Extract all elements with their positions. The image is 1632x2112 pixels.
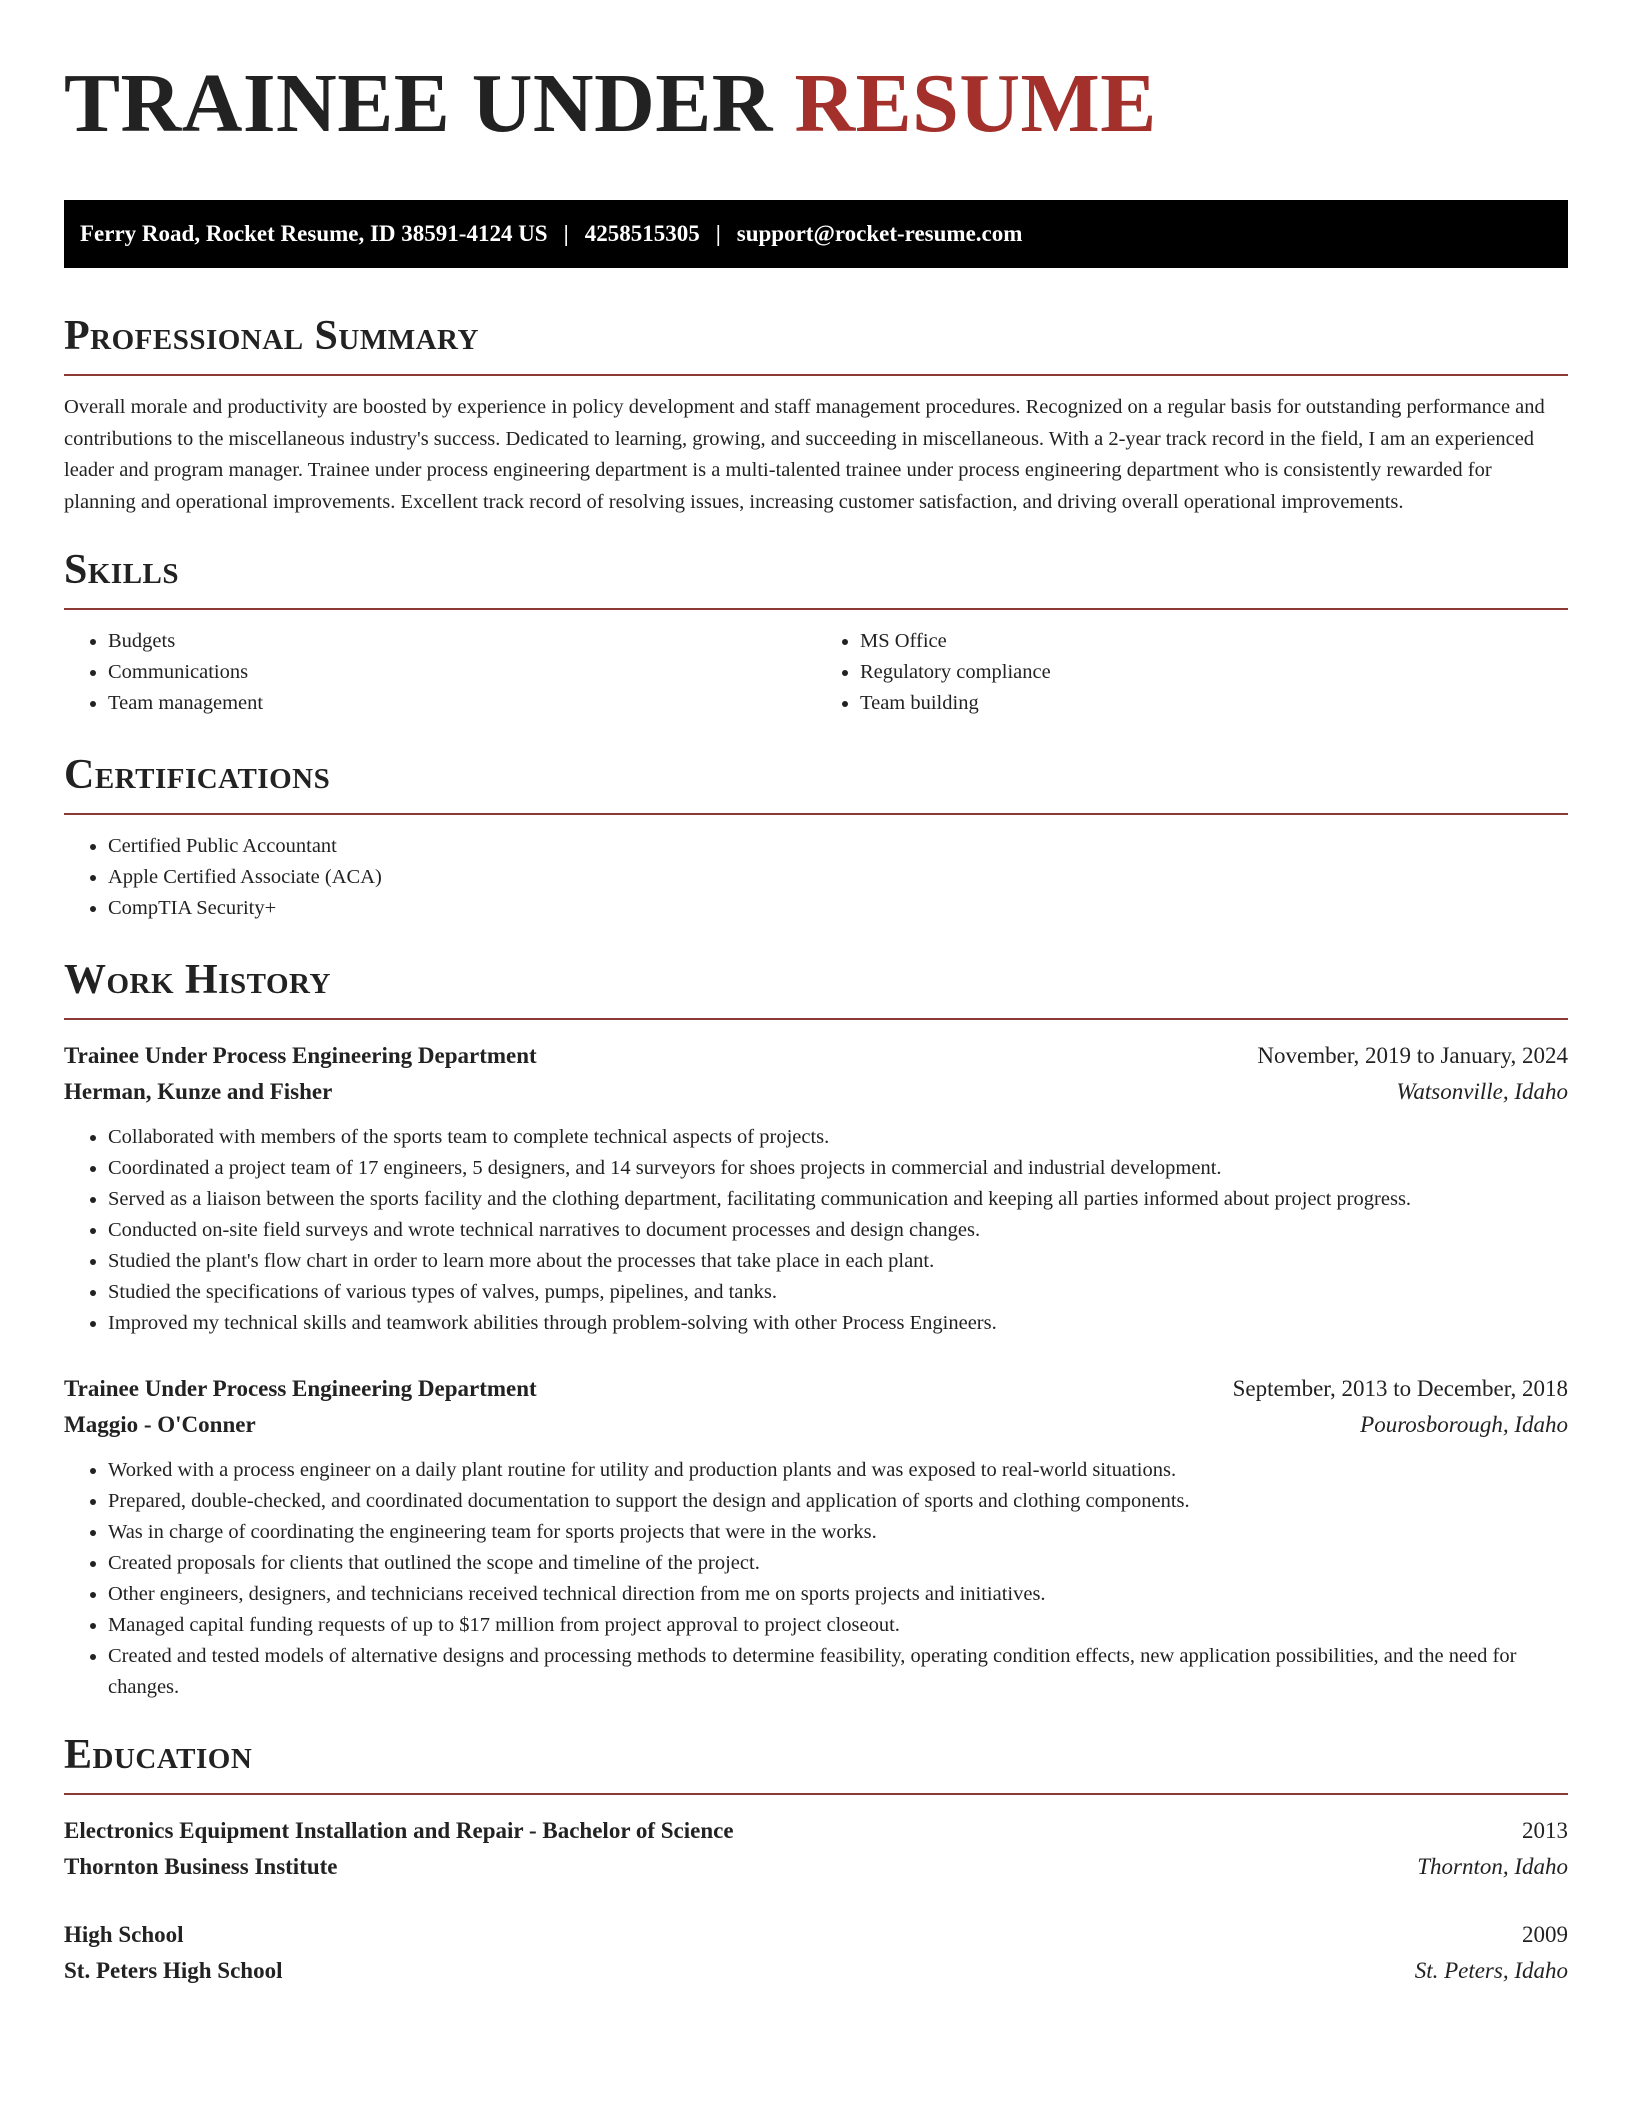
skill-item: • Team management (108, 688, 816, 719)
summary-text: Overall morale and productivity are boosted by experience in policy development and staff management procedures. Recognized on a regular basis for outstanding performance and contributions to the miscellaneous industry's success. Dedicated to learning, growing, and succeeding in miscellaneous. With a 2-year track record in the field, I am an experienced leader and program manager. Trainee under process engineering department is a multi-talented trainee under process engineering department who is consistently rewarded for planning and operational improvements. Excellent track record of resolving issues, increasing customer satisfaction, and driving overall operational improvements. (64, 396, 1545, 513)
job-title: Trainee Under Process Engineering Department (64, 1376, 537, 1401)
education-school-row (64, 1953, 1568, 1989)
education-degree-row (64, 1917, 1568, 1953)
job-bullet: • Created proposals for clients that outlined the scope and timeline of the project. (108, 1548, 1568, 1579)
contact-separator: | (563, 221, 569, 246)
job-company: Herman, Kunze and Fisher (64, 1079, 333, 1104)
skills-list-right (816, 626, 1568, 719)
certification-item: • Certified Public Accountant (108, 831, 1568, 862)
job-bullet: • Prepared, double-checked, and coordinated documentation to support the design and application of sports and clothing components. (108, 1486, 1568, 1517)
job-location: Watsonville, Idaho (1396, 1079, 1568, 1104)
contact-email[interactable]: support@rocket-resume.com (736, 221, 1023, 246)
job-entry (64, 1038, 1568, 1339)
education-degree: Electronics Equipment Installation and Repair - Bachelor of Science (64, 1818, 734, 1843)
skills-section (64, 544, 1568, 719)
certifications-section (64, 749, 1568, 924)
education-location: Thornton, Idaho (1417, 1854, 1568, 1879)
contact-phone[interactable]: 4258515305 (584, 221, 700, 246)
certification-item: • Apple Certified Associate (ACA) (108, 862, 1568, 893)
job-dates: September, 2013 to December, 2018 (1232, 1376, 1568, 1401)
skill-item: • MS Office (860, 626, 1568, 657)
education-heading: Education (64, 1729, 1568, 1795)
resume-title (64, 56, 1568, 152)
skill-item: • Regulatory compliance (860, 657, 1568, 688)
job-bullet: • Was in charge of coordinating the engineering team for sports projects that were in the works. (108, 1517, 1568, 1548)
education-year: 2013 (1522, 1818, 1568, 1843)
job-bullet: • Created and tested models of alternative designs and processing methods to determine feasibility, operating condition effects, new application possibilities, and the need for changes. (108, 1641, 1568, 1703)
job-bullet: • Other engineers, designers, and technicians received technical direction from me on sports projects and initiatives. (108, 1579, 1568, 1610)
education-location: St. Peters, Idaho (1414, 1958, 1568, 1983)
job-bullet: • Studied the plant's flow chart in order to learn more about the processes that take place in each plant. (108, 1246, 1568, 1277)
job-bullets (64, 1122, 1568, 1339)
skills-list-left (64, 626, 816, 719)
education-degree: High School (64, 1922, 184, 1947)
education-degree-row (64, 1813, 1568, 1849)
summary-heading: Professional Summary (64, 310, 1568, 376)
work-history-heading: Work History (64, 954, 1568, 1020)
certifications-list (64, 831, 1568, 924)
title-accent: RESUME (794, 57, 1157, 150)
job-bullet: • Coordinated a project team of 17 engineers, 5 designers, and 14 surveyors for shoes projects in commercial and industrial development. (108, 1153, 1568, 1184)
education-school: St. Peters High School (64, 1958, 283, 1983)
skill-item: • Communications (108, 657, 816, 688)
title-main: TRAINEE UNDER (64, 57, 773, 150)
skill-item: • Budgets (108, 626, 816, 657)
job-company-row (64, 1407, 1568, 1443)
job-entry (64, 1371, 1568, 1703)
job-company-row (64, 1074, 1568, 1110)
job-company: Maggio - O'Conner (64, 1412, 256, 1437)
education-school-row (64, 1849, 1568, 1885)
education-entry (64, 1917, 1568, 1989)
skill-item: • Team building (860, 688, 1568, 719)
job-bullets (64, 1455, 1568, 1703)
education-year: 2009 (1522, 1922, 1568, 1947)
contact-address: Ferry Road, Rocket Resume, ID 38591-4124 US (80, 221, 548, 246)
skills-heading: Skills (64, 544, 1568, 610)
job-header-row (64, 1371, 1568, 1407)
job-bullet: • Served as a liaison between the sports facility and the clothing department, facilitating communication and keeping all parties informed about project progress. (108, 1184, 1568, 1215)
certification-item: • CompTIA Security+ (108, 893, 1568, 924)
job-bullet: • Managed capital funding requests of up to $17 million from project approval to project closeout. (108, 1610, 1568, 1641)
job-bullet: • Studied the specifications of various types of valves, pumps, pipelines, and tanks. (108, 1277, 1568, 1308)
job-dates: November, 2019 to January, 2024 (1257, 1043, 1568, 1068)
skills-grid (64, 626, 1568, 719)
job-bullet: • Collaborated with members of the sports team to complete technical aspects of projects. (108, 1122, 1568, 1153)
job-location: Pourosborough, Idaho (1360, 1412, 1568, 1437)
certifications-heading: Certifications (64, 749, 1568, 815)
job-bullet: • Conducted on-site field surveys and wrote technical narratives to document processes and design changes. (108, 1215, 1568, 1246)
education-school: Thornton Business Institute (64, 1854, 338, 1879)
education-entry (64, 1813, 1568, 1885)
contact-bar (64, 200, 1568, 268)
contact-separator: | (715, 221, 721, 246)
work-history-section (64, 954, 1568, 1703)
summary-section (64, 310, 1568, 518)
education-section (64, 1729, 1568, 1989)
job-bullet: • Improved my technical skills and teamwork abilities through problem-solving with other Process Engineers. (108, 1308, 1568, 1339)
job-bullet: • Worked with a process engineer on a daily plant routine for utility and production plants and was exposed to real-world situations. (108, 1455, 1568, 1486)
job-title: Trainee Under Process Engineering Department (64, 1043, 537, 1068)
job-header-row (64, 1038, 1568, 1074)
